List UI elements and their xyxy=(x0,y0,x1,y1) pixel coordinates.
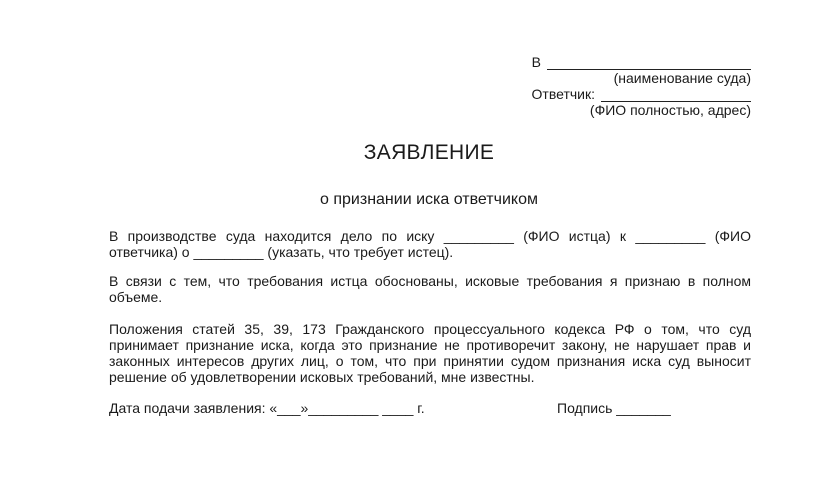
addressee-block xyxy=(491,54,751,118)
document-subtitle: о признании иска ответчиком xyxy=(320,191,538,208)
court-name-hint: (наименование суда) xyxy=(613,70,751,86)
paragraph-law: Положения статей 35, 39, 173 Гражданского процессуального кодекса РФ о том, что суд принимает признание иска, когда это признание не противоречит закону, не нарушает прав и законных интересов других лиц, о том, что при принятии судом признания иска суд выносит решение об удовлетворении исковых требований, мне известны. xyxy=(109,321,751,385)
court-line xyxy=(491,54,751,70)
document-title: ЗАЯВЛЕНИЕ xyxy=(363,141,495,164)
paragraph-admission: В связи с тем, что требования истца обоснованы, исковые требования я признаю в полном объеме. xyxy=(109,273,751,305)
submission-date: Дата подачи заявления: «___»_________ ____ г. xyxy=(109,400,425,416)
to-label: В xyxy=(531,54,541,70)
respondent-line xyxy=(491,86,751,102)
paragraph-case: В производстве суда находится дело по иску _________ (ФИО истца) к _________ (ФИО ответчика) о _________ (указать, что требует истец). xyxy=(109,228,751,260)
respondent-blank xyxy=(601,88,751,102)
court-name-blank xyxy=(547,56,751,70)
signature: Подпись _______ xyxy=(557,400,671,416)
respondent-label: Ответчик: xyxy=(531,86,595,102)
respondent-hint: (ФИО полностью, адрес) xyxy=(589,102,751,118)
